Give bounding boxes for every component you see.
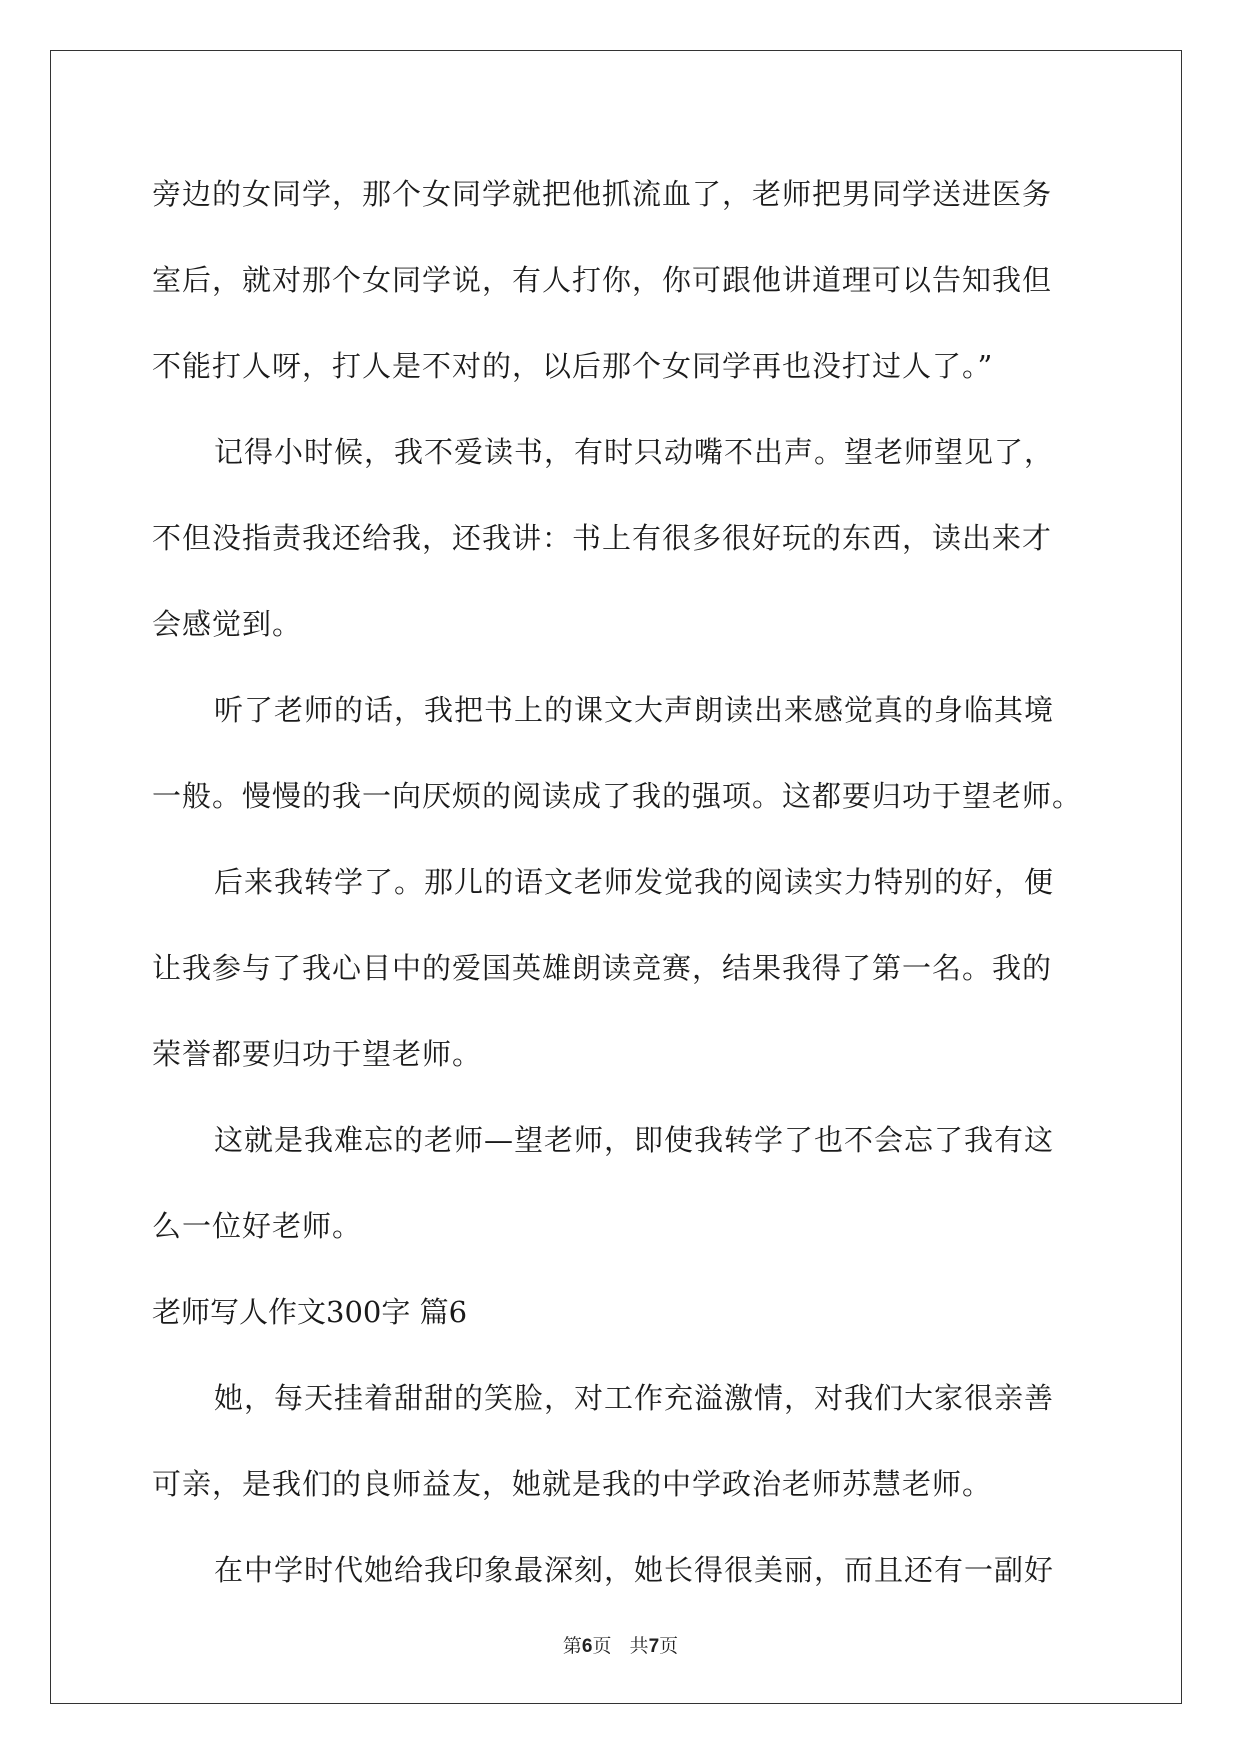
text-line: 荣誉都要归功于望老师。 xyxy=(152,1037,483,1071)
text-line: 不能打人呀，打人是不对的，以后那个女同学再也没打过人了。” xyxy=(152,349,994,383)
paragraph-start-line: 她，每天挂着甜甜的笑脸，对工作充溢激情，对我们大家很亲善 xyxy=(214,1381,1055,1415)
text-line: 不但没指责我还给我，还我讲：书上有很多很好玩的东西，读出来才 xyxy=(152,521,1053,555)
text-line: 室后，就对那个女同学说，有人打你，你可跟他讲道理可以告知我但 xyxy=(152,263,1053,297)
paragraph-start-line: 在中学时代她给我印象最深刻，她长得很美丽，而且还有一副好 xyxy=(214,1553,1055,1587)
section-heading: 老师写人作文300字 篇6 xyxy=(152,1295,468,1329)
paragraph-start-line: 听了老师的话，我把书上的课文大声朗读出来感觉真的身临其境 xyxy=(214,693,1055,727)
text-line: 一般。慢慢的我一向厌烦的阅读成了我的强项。这都要归功于望老师。 xyxy=(152,779,1083,813)
footer-suffix: 页 xyxy=(659,1635,679,1657)
paragraph-start-line: 这就是我难忘的老师—望老师，即使我转学了也不会忘了我有这 xyxy=(214,1123,1055,1157)
footer-prefix: 第 xyxy=(562,1635,582,1657)
text-line: 可亲，是我们的良师益友，她就是我的中学政治老师苏慧老师。 xyxy=(152,1467,993,1501)
current-page-number: 6 xyxy=(581,1636,593,1657)
text-line: 么一位好老师。 xyxy=(152,1209,363,1243)
footer-middle: 页 共 xyxy=(592,1635,649,1657)
text-line: 会感觉到。 xyxy=(152,607,303,641)
document-body xyxy=(152,151,1092,1613)
paragraph-start-line: 后来我转学了。那儿的语文老师发觉我的阅读实力特别的好，便 xyxy=(214,865,1055,899)
total-page-number: 7 xyxy=(648,1636,660,1657)
text-line: 旁边的女同学，那个女同学就把他抓流血了，老师把男同学送进医务 xyxy=(152,177,1053,211)
page-footer xyxy=(0,1631,1241,1658)
text-line: 让我参与了我心目中的爱国英雄朗读竞赛，结果我得了第一名。我的 xyxy=(152,951,1053,985)
paragraph-start-line: 记得小时候，我不爱读书，有时只动嘴不出声。望老师望见了， xyxy=(214,435,1055,469)
